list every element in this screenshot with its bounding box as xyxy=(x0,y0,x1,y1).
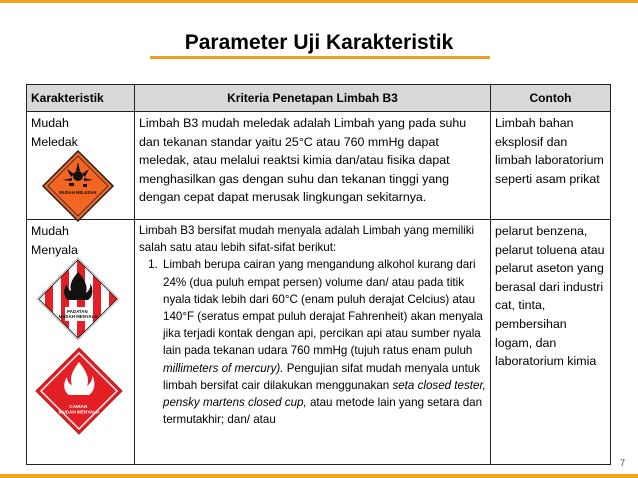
slide-title: Parameter Uji Karakteristik xyxy=(184,31,454,54)
table-row xyxy=(27,112,611,220)
flammable-solid-sign-icon xyxy=(35,256,121,342)
table-row xyxy=(27,220,611,465)
kriteria-intro: Limbah B3 bersifat mudah menyala adalah Limbah yang memiliki salah satu atau lebih sifat-sifat berikut: xyxy=(139,224,475,255)
slide-top-border xyxy=(0,0,638,3)
contoh-cell: Limbah bahan eksplosif dan limbah laboratorium seperti asam prikat xyxy=(491,112,611,220)
criteria-table xyxy=(26,84,611,465)
karakteristik-cell xyxy=(27,112,135,220)
karakteristik-line: Menyala xyxy=(31,242,78,257)
kriteria-cell xyxy=(135,220,491,465)
page-number: 7 xyxy=(620,458,626,468)
kriteria-cell: Limbah B3 mudah meledak adalah Limbah yang pada suhu dan tekanan standar yaitu 25°C atau 760 mmHg dapat meledak, atau melalui reaktsi kimia dan/atau fisika dapat menghasilkan gas dengan suhu dan tekanan tinggi yang dengan cepat dapat merusak lingkungan sekitarnya. xyxy=(135,112,491,220)
karakteristik-cell xyxy=(27,220,135,465)
explosive-hazard-sign-icon xyxy=(41,149,115,223)
explosive-sign-label: MUDAH MELEDAK xyxy=(59,190,97,195)
flammable-liquid-sign-icon xyxy=(34,346,124,436)
header-contoh: Contoh xyxy=(491,85,611,112)
contoh-cell: pelarut benzena, pelarut toluena atau pelarut aseton yang berasal dari industri cat, tinta, pembersihan logam, dan laboratorium kimia xyxy=(491,220,611,465)
karakteristik-line: Meledak xyxy=(31,134,78,149)
title-underline xyxy=(150,56,490,59)
karakteristik-line: Mudah xyxy=(31,224,69,238)
slide-bottom-border xyxy=(0,474,638,478)
table-header-row xyxy=(27,85,611,112)
kriteria-list-item: 1. Limbah berupa cairan yang mengandung alkohol kurang dari 24% (dua puluh empat persen) volume dan/ atau pada titik nyala tidak lebih dari 60°C (enam puluh derajat Celcius) atau 140°F (seratus empat puluh derajat Fahrenheit) akan menyala jika terjadi kontak dengan api, percikan api atau sumber nyala lain pada tekanan udara 760 mmHg (tujuh ratus enam puluh millimeters of mercury). Pengujian sifat mudah menyala untuk limbah bersifat cair dilakukan menggunakan seta closed tester, pensky martens closed cup, atau metode lain yang setara dan termutakhir; dan/ atau xyxy=(161,256,486,428)
header-kriteria: Kriteria Penetapan Limbah B3 xyxy=(135,85,491,112)
header-karakteristik: Karakteristik xyxy=(27,85,135,112)
karakteristik-line: Mudah xyxy=(31,116,69,130)
flammable-solid-sign-label: PADATAN MUDAH MENYALA xyxy=(58,309,98,319)
flammable-liquid-sign-label: CAIRAN MUDAH MENYALA xyxy=(58,404,100,415)
kriteria-list xyxy=(139,256,486,428)
